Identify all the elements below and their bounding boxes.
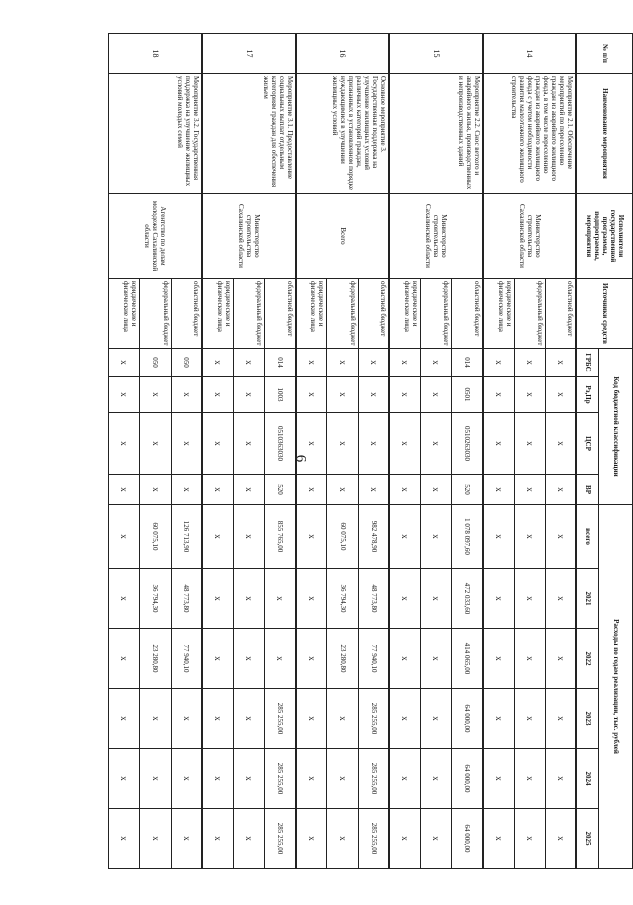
cell-y2025: 285 255,00	[265, 809, 296, 869]
header-grbs: ГРБС	[577, 349, 599, 377]
cell-y2022: 23 280,80	[140, 629, 171, 689]
header-name: Наименование мероприятия	[577, 74, 633, 194]
cell-y2025: x	[109, 809, 140, 869]
header-2024: 2024	[577, 749, 599, 809]
header-num: № п/п	[577, 34, 633, 74]
activity-name: Мероприятие 2.1. Обеспечение мероприятий по переселению граждан из аварийного жилищного фонда, в том числе переселению граждан из аварийного жилищного фонда с учетом необходимости развития малоэтажного жилищного строительства	[483, 74, 577, 194]
table-row	[452, 34, 483, 869]
cell-y2022: 414 065,00	[452, 629, 483, 689]
cell-csr: x	[202, 413, 233, 475]
cell-y2023: x	[545, 689, 576, 749]
funding-source: федеральный бюджет	[514, 279, 545, 349]
funding-source: юридические и физические лица	[296, 279, 327, 349]
header-csr: ЦСР	[577, 413, 599, 475]
cell-y2024: x	[483, 749, 514, 809]
cell-y2023: x	[202, 689, 233, 749]
cell-grbs: x	[389, 349, 420, 377]
cell-csr: x	[327, 413, 358, 475]
cell-y2023: 285 255,00	[265, 689, 296, 749]
cell-y2021: x	[296, 569, 327, 629]
header-source: Источники средств	[577, 279, 633, 349]
cell-csr: 0510263030	[452, 413, 483, 475]
cell-y2025: x	[389, 809, 420, 869]
cell-rzpr: x	[296, 377, 327, 413]
cell-y2021: x	[514, 569, 545, 629]
cell-vr: x	[109, 475, 140, 505]
cell-y2021: x	[389, 569, 420, 629]
cell-rzpr: x	[358, 377, 389, 413]
cell-rzpr: x	[109, 377, 140, 413]
cell-y2024: x	[296, 749, 327, 809]
cell-y2022: 23 280,80	[327, 629, 358, 689]
cell-vr: x	[202, 475, 233, 505]
row-number: 16	[296, 34, 390, 74]
cell-y2024: 285 255,00	[358, 749, 389, 809]
cell-grbs: x	[514, 349, 545, 377]
cell-y2023: x	[109, 689, 140, 749]
table-body	[109, 34, 577, 869]
cell-rzpr: x	[421, 377, 452, 413]
cell-y2023: x	[389, 689, 420, 749]
cell-y2022: x	[483, 629, 514, 689]
cell-csr: x	[483, 413, 514, 475]
cell-y2021: x	[109, 569, 140, 629]
cell-y2021: x	[483, 569, 514, 629]
rotated-table-container	[108, 33, 633, 868]
cell-y2021: 48 773,80	[358, 569, 389, 629]
funding-source: областной бюджет	[358, 279, 389, 349]
cell-y2024: x	[389, 749, 420, 809]
cell-vr: x	[233, 475, 264, 505]
cell-y2021: 36 794,30	[140, 569, 171, 629]
cell-vr: 520	[265, 475, 296, 505]
cell-vr: x	[389, 475, 420, 505]
funding-source: областной бюджет	[171, 279, 202, 349]
page-number: 6	[292, 454, 309, 463]
cell-y2025: x	[483, 809, 514, 869]
cell-y2023: x	[483, 689, 514, 749]
cell-y2021: x	[421, 569, 452, 629]
cell-y2025: x	[545, 809, 576, 869]
activity-name: Мероприятие 3.1. Предоставление социальных выплат отдельным категориям граждан для обеспечения жильем	[202, 74, 296, 194]
cell-grbs: 014	[452, 349, 483, 377]
cell-y2025: x	[202, 809, 233, 869]
row-number: 15	[389, 34, 483, 74]
cell-y2022: x	[421, 629, 452, 689]
cell-rzpr: x	[202, 377, 233, 413]
cell-csr: 0510363030	[265, 413, 296, 475]
cell-csr: x	[389, 413, 420, 475]
cell-y2023: x	[233, 689, 264, 749]
row-number: 17	[202, 34, 296, 74]
cell-y2021: 48 773,80	[171, 569, 202, 629]
cell-grbs: x	[233, 349, 264, 377]
cell-y2022: x	[514, 629, 545, 689]
cell-csr: x	[109, 413, 140, 475]
cell-csr: x	[358, 413, 389, 475]
activity-name: Мероприятие 3.2. Государственная поддержка на улучшение жилищных условий молодых семей	[109, 74, 203, 194]
cell-vr: x	[140, 475, 171, 505]
cell-vr: x	[296, 475, 327, 505]
cell-rzpr: 1003	[265, 377, 296, 413]
cell-grbs: x	[327, 349, 358, 377]
cell-y2024: x	[109, 749, 140, 809]
cell-y2025: x	[296, 809, 327, 869]
cell-y2022: 77 940,10	[358, 629, 389, 689]
header-budget-code: Код бюджетной классификации	[599, 349, 633, 505]
cell-rzpr: x	[389, 377, 420, 413]
cell-y2022: x	[545, 629, 576, 689]
cell-y2024: x	[327, 749, 358, 809]
cell-rzpr: x	[171, 377, 202, 413]
executor-name: Всего	[296, 194, 390, 279]
cell-total: x	[514, 505, 545, 569]
cell-total: 982 478,90	[358, 505, 389, 569]
cell-total: 1 078 097,60	[452, 505, 483, 569]
cell-y2023: x	[514, 689, 545, 749]
cell-y2023: 64 000,00	[452, 689, 483, 749]
funding-source: юридические и физические лица	[483, 279, 514, 349]
cell-vr: 520	[452, 475, 483, 505]
cell-y2022: x	[202, 629, 233, 689]
cell-vr: x	[421, 475, 452, 505]
cell-vr: x	[483, 475, 514, 505]
row-number: 14	[483, 34, 577, 74]
cell-y2023: x	[421, 689, 452, 749]
cell-y2021: x	[545, 569, 576, 629]
cell-grbs: 050	[140, 349, 171, 377]
funding-source: федеральный бюджет	[233, 279, 264, 349]
header-total: всего	[577, 505, 599, 569]
cell-csr: x	[545, 413, 576, 475]
cell-y2025: 64 000,00	[452, 809, 483, 869]
cell-total: x	[483, 505, 514, 569]
executor-name: Агентство по делам молодежи Сахалинской области	[109, 194, 203, 279]
row-number: 18	[109, 34, 203, 74]
table-row	[545, 34, 576, 869]
cell-vr: x	[358, 475, 389, 505]
cell-y2024: x	[171, 749, 202, 809]
funding-source: федеральный бюджет	[327, 279, 358, 349]
funding-source: областной бюджет	[452, 279, 483, 349]
cell-y2023: x	[327, 689, 358, 749]
cell-vr: x	[327, 475, 358, 505]
cell-y2025: x	[421, 809, 452, 869]
cell-csr: x	[296, 413, 327, 475]
header-2021: 2021	[577, 569, 599, 629]
funding-source: федеральный бюджет	[421, 279, 452, 349]
header-2022: 2022	[577, 629, 599, 689]
cell-y2025: x	[140, 809, 171, 869]
cell-vr: x	[514, 475, 545, 505]
cell-csr: x	[233, 413, 264, 475]
cell-grbs: x	[358, 349, 389, 377]
cell-grbs: 050	[171, 349, 202, 377]
funding-source: областной бюджет	[545, 279, 576, 349]
cell-y2022: x	[265, 629, 296, 689]
cell-total: 126 713,90	[171, 505, 202, 569]
cell-total: 60 075,10	[140, 505, 171, 569]
cell-grbs: x	[202, 349, 233, 377]
cell-y2023: x	[171, 689, 202, 749]
funding-source: юридические и физические лица	[389, 279, 420, 349]
cell-total: x	[296, 505, 327, 569]
header-vr: ВР	[577, 475, 599, 505]
cell-y2024: 64 000,00	[452, 749, 483, 809]
activity-name: Основное мероприятие 3. Государственная поддержка на улучшение жилищных условий различных категорий граждан, признанных в установленном порядке нуждающимися в улучшении жилищных условий	[296, 74, 390, 194]
cell-y2023: x	[140, 689, 171, 749]
cell-y2022: x	[296, 629, 327, 689]
header-2023: 2023	[577, 689, 599, 749]
cell-y2024: x	[140, 749, 171, 809]
cell-y2025: x	[327, 809, 358, 869]
header-rzpr: Рз,Пр	[577, 377, 599, 413]
executor-name: Министерство строительства Сахалинской области	[389, 194, 483, 279]
cell-y2024: x	[202, 749, 233, 809]
cell-grbs: x	[296, 349, 327, 377]
cell-y2024: x	[421, 749, 452, 809]
table-row	[358, 34, 389, 869]
cell-y2021: x	[265, 569, 296, 629]
cell-y2022: x	[109, 629, 140, 689]
cell-rzpr: x	[545, 377, 576, 413]
cell-y2022: x	[233, 629, 264, 689]
cell-total: x	[389, 505, 420, 569]
cell-total: 60 075,10	[327, 505, 358, 569]
header-2025: 2025	[577, 809, 599, 869]
cell-rzpr: x	[140, 377, 171, 413]
cell-rzpr: x	[327, 377, 358, 413]
cell-vr: x	[171, 475, 202, 505]
cell-total: x	[202, 505, 233, 569]
cell-y2021: x	[233, 569, 264, 629]
cell-grbs: x	[545, 349, 576, 377]
funding-source: юридические и физические лица	[202, 279, 233, 349]
cell-y2024: x	[545, 749, 576, 809]
cell-total: x	[109, 505, 140, 569]
cell-y2024: x	[233, 749, 264, 809]
funding-source: областной бюджет	[265, 279, 296, 349]
cell-rzpr: x	[483, 377, 514, 413]
cell-rzpr: 0501	[452, 377, 483, 413]
header-expenses: Расходы по годам реализации, тыс. рублей	[599, 505, 633, 869]
cell-y2021: 36 794,30	[327, 569, 358, 629]
cell-csr: x	[171, 413, 202, 475]
executor-name: Министерство строительства Сахалинской области	[202, 194, 296, 279]
cell-y2025: 285 255,00	[358, 809, 389, 869]
cell-total: 855 765,00	[265, 505, 296, 569]
table-header	[577, 34, 633, 869]
cell-y2023: 285 255,00	[358, 689, 389, 749]
cell-csr: x	[514, 413, 545, 475]
funding-source: федеральный бюджет	[140, 279, 171, 349]
cell-rzpr: x	[514, 377, 545, 413]
header-executors: Исполнители государственной программы, подпрограммы, мероприятия	[577, 194, 633, 279]
table-row	[265, 34, 296, 869]
cell-grbs: 014	[265, 349, 296, 377]
cell-y2024: 285 255,00	[265, 749, 296, 809]
funding-source: юридические и физические лица	[109, 279, 140, 349]
cell-y2021: x	[202, 569, 233, 629]
cell-vr: x	[545, 475, 576, 505]
cell-total: x	[233, 505, 264, 569]
cell-grbs: x	[109, 349, 140, 377]
cell-y2025: x	[233, 809, 264, 869]
cell-csr: x	[421, 413, 452, 475]
cell-total: x	[545, 505, 576, 569]
activity-name: Мероприятие 2.2. Снос ветхого и аварийного жилья, производственных и непроизводственных зданий	[389, 74, 483, 194]
cell-grbs: x	[483, 349, 514, 377]
cell-csr: x	[140, 413, 171, 475]
executor-name: Министерство строительства Сахалинской области	[483, 194, 577, 279]
cell-rzpr: x	[233, 377, 264, 413]
cell-y2025: x	[171, 809, 202, 869]
cell-y2022: x	[389, 629, 420, 689]
cell-y2023: x	[296, 689, 327, 749]
cell-total: x	[421, 505, 452, 569]
cell-y2024: x	[514, 749, 545, 809]
budget-table	[108, 33, 633, 869]
cell-grbs: x	[421, 349, 452, 377]
cell-y2025: x	[514, 809, 545, 869]
cell-y2021: 472 033,60	[452, 569, 483, 629]
cell-y2022: 77 940,10	[171, 629, 202, 689]
table-row	[171, 34, 202, 869]
